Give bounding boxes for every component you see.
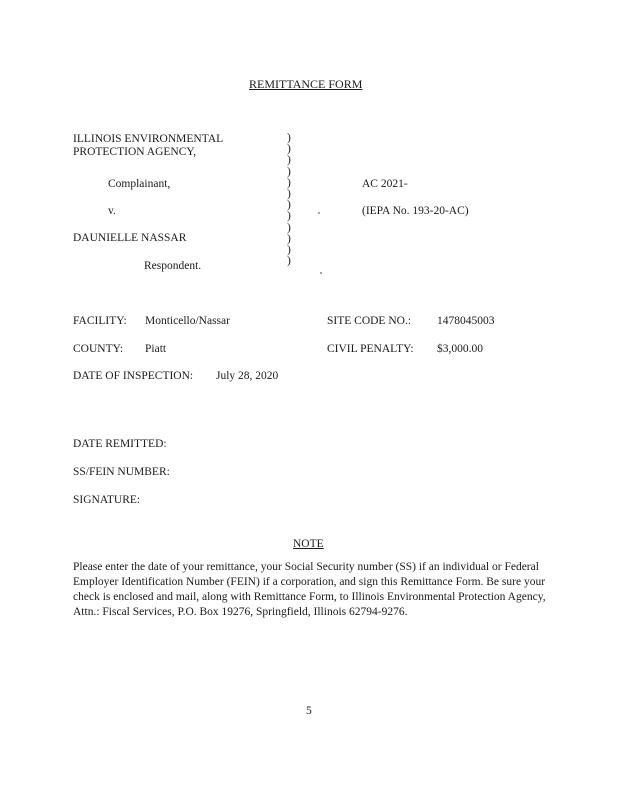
complainant-name-line2: PROTECTION AGENCY, xyxy=(73,146,197,158)
complainant-role: Complainant, xyxy=(108,178,171,190)
date-of-inspection-label: DATE OF INSPECTION: xyxy=(73,370,194,382)
versus-label: v. xyxy=(108,205,116,217)
signature-label: SIGNATURE: xyxy=(73,494,141,506)
caption-paren: ) xyxy=(287,210,291,223)
caption-paren: ) xyxy=(287,221,291,234)
caption-paren: ) xyxy=(287,187,291,200)
county-label: COUNTY: xyxy=(73,343,124,355)
facility-value: Monticello/Nassar xyxy=(145,315,230,327)
caption-paren: ) xyxy=(287,199,291,212)
scan-speck xyxy=(318,212,320,214)
county-value: Piatt xyxy=(145,343,167,355)
ss-fein-label: SS/FEIN NUMBER: xyxy=(73,466,170,478)
note-heading: NOTE xyxy=(293,538,324,550)
caption-paren: ) xyxy=(287,143,291,156)
caption-paren: ) xyxy=(287,243,291,256)
caption-paren: ) xyxy=(287,232,291,245)
caption-paren: ) xyxy=(287,165,291,178)
date-remitted-label: DATE REMITTED: xyxy=(73,438,167,450)
case-number: AC 2021- xyxy=(362,178,408,190)
facility-label: FACILITY: xyxy=(73,315,127,327)
civil-penalty-value: $3,000.00 xyxy=(437,343,483,355)
site-code-value: 1478045003 xyxy=(437,315,495,327)
scan-speck xyxy=(320,272,322,274)
site-code-label: SITE CODE NO.: xyxy=(327,315,412,327)
caption-divider xyxy=(287,133,297,267)
page-title: REMITTANCE FORM xyxy=(249,77,363,91)
caption-paren: ) xyxy=(287,176,291,189)
caption-paren: ) xyxy=(287,132,291,144)
caption-paren: ) xyxy=(287,255,291,268)
respondent-role: Respondent. xyxy=(144,260,202,272)
note-body: Please enter the date of your remittance, your Social Security number (SS) if an individual or Federal Employer Identification Number (FEIN) if a corporation, and sign this Remittance Form. Be sure your check is enclosed and mail, along with Remittance Form, to Illinois Environmental Protection Agency, Attn.: Fiscal Services, P.O. Box 19276, Springfield, Illinois 62794-9276. xyxy=(73,561,546,618)
date-of-inspection-value: July 28, 2020 xyxy=(216,370,279,382)
iepa-number: (IEPA No. 193-20-AC) xyxy=(362,205,469,217)
civil-penalty-label: CIVIL PENALTY: xyxy=(327,343,414,355)
complainant-name-line1: ILLINOIS ENVIRONMENTAL xyxy=(73,133,224,145)
respondent-name: DAUNIELLE NASSAR xyxy=(73,232,187,244)
page-number: 5 xyxy=(306,705,312,717)
caption-paren: ) xyxy=(287,154,291,167)
